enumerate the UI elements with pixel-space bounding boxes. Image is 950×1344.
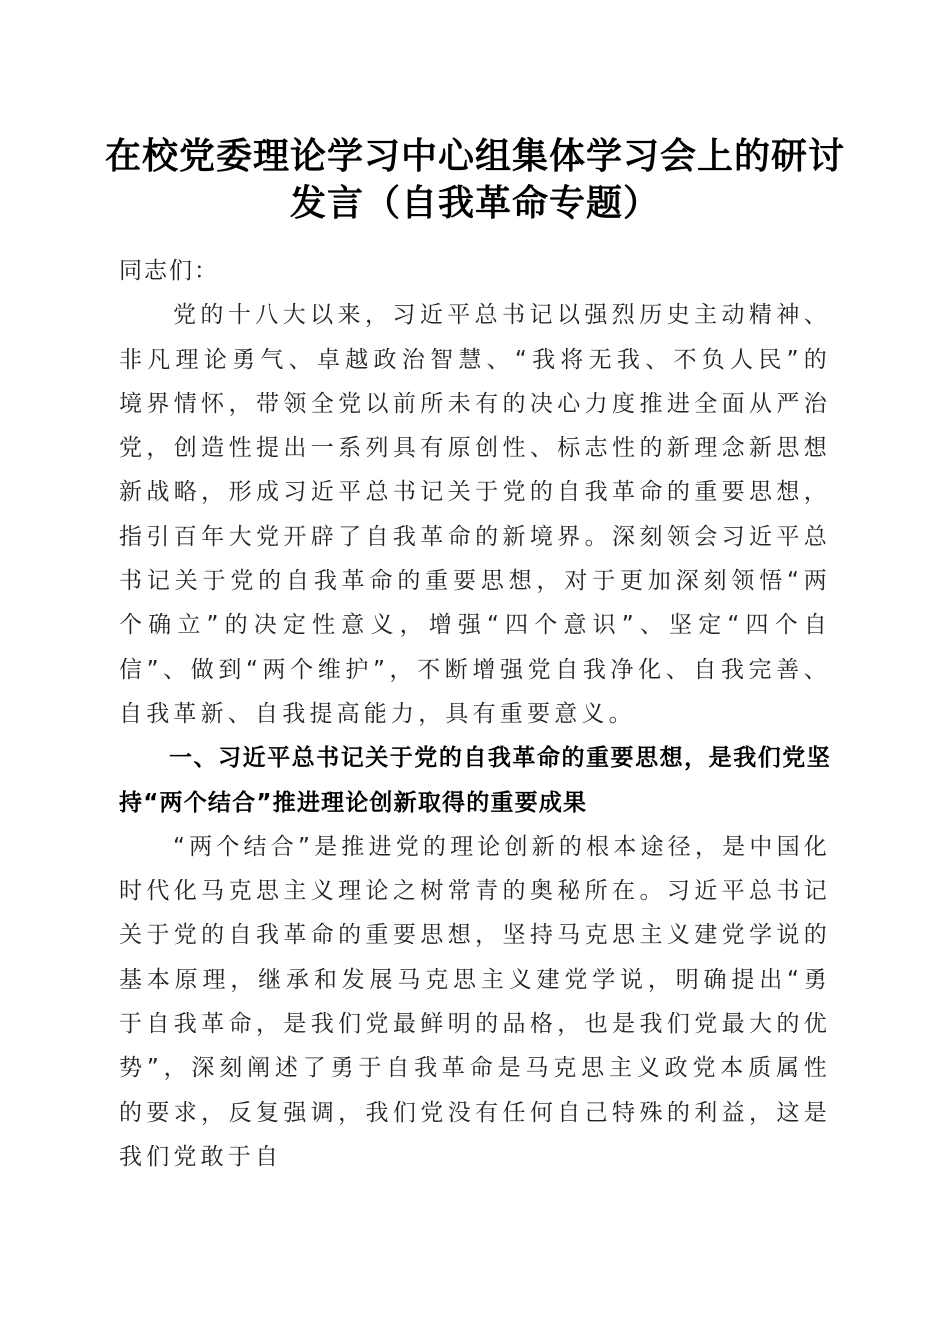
section-heading-1: 一、习近平总书记关于党的自我革命的重要思想，是我们党坚持“两个结合”推进理论创新取得的重要成果 [119, 745, 831, 816]
paragraph-intro: 党的十八大以来，习近平总书记以强烈历史主动精神、非凡理论勇气、卓越政治智慧、“我将无我、不负人民”的境界情怀，带领全党以前所未有的决心力度推进全面从严治党，创造性提出一系列具有原创性、标志性的新理念新思想新战略，形成习近平总书记关于党的自我革命的重要思想，指引百年大党开辟了自我革命的新境界。深刻领会习近平总书记关于党的自我革命的重要思想，对于更加深刻领悟“两个确立”的决定性意义，增强“四个意识”、坚定“四个自信”、做到“两个维护”，不断增强党自我净化、自我完善、自我革新、自我提高能力，具有重要意义。 [119, 302, 831, 727]
document-title [100, 133, 850, 227]
title-line-1: 在校党委理论学习中心组集体学习会上的研讨 [104, 135, 845, 177]
document-body [119, 249, 831, 1179]
title-line-2: 发言（自我革命专题） [289, 182, 660, 224]
salutation: 同志们： [119, 258, 219, 284]
paragraph-section-1: “两个结合”是推进党的理论创新的根本途径，是中国化时代化马克思主义理论之树常青的奥秘所在。习近平总书记关于党的自我革命的重要思想，坚持马克思主义建党学说的基本原理，继承和发展马克思主义建党学说，明确提出“勇于自我革命，是我们党最鲜明的品格，也是我们党最大的优势”，深刻阐述了勇于自我革命是马克思主义政党本质属性的要求，反复强调，我们党没有任何自己特殊的利益，这是我们党敢于自 [119, 833, 831, 1170]
